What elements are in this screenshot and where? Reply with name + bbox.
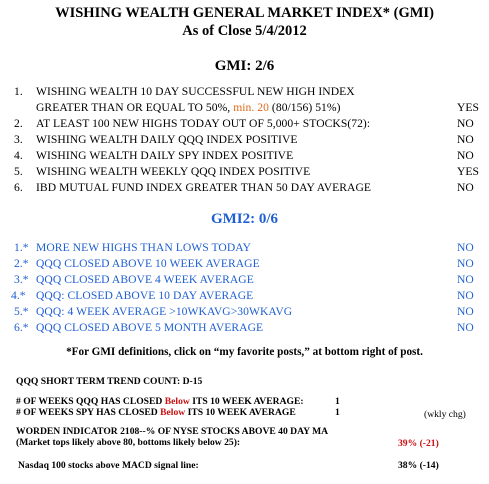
qqq-weeks-below-word: Below [164,396,190,407]
gmi-item-6-text: IBD MUTUAL FUND INDEX GREATER THAN 50 DAY AVERAGE [36,181,372,194]
gmi2-item-2-number: 2.* [14,257,29,270]
gmi2-item-4-text: QQQ: CLOSED ABOVE 10 DAY AVERAGE [36,289,254,302]
gmi-item-1-text-b: (80/156) 51%) [268,101,341,114]
gmi2-item-1-value: NO [457,241,474,254]
spy-weeks-value: 1 [335,407,340,418]
gmi-item-6-number: 6. [14,181,23,194]
gmi2-item-3-number: 3.* [14,273,29,286]
worden-indicator-note: (Market tops likely above 80, bottoms likely below 25): [16,437,241,448]
as-of-date: As of Close 5/4/2012 [182,23,307,39]
qqq-weeks-label-b: ITS 10 WEEK AVERAGE: [189,396,304,407]
gmi-item-5-number: 5. [14,165,23,178]
gmi-item-2-number: 2. [14,117,23,130]
gmi-item-1-text: WISHING WEALTH 10 DAY SUCCESSFUL NEW HIGH INDEX [36,85,355,98]
gmi-score: GMI: 2/6 [214,58,275,74]
nasdaq-macd-label: Nasdaq 100 stocks above MACD signal line: [18,460,199,471]
spy-weeks-label-b: ITS 10 WEEK AVERAGE [185,407,296,418]
gmi-item-3-value: NO [457,133,474,146]
gmi2-item-4-number: 4.* [11,289,26,302]
gmi2-score: GMI2: 0/6 [210,211,279,227]
spy-weeks-below [16,407,296,418]
gmi2-item-6-number: 6.* [14,321,29,334]
gmi-item-1-value: YES [457,101,480,114]
gmi2-item-5-text: QQQ: 4 WEEK AVERAGE >10WKAVG>30WKAVG [36,305,293,318]
qqq-weeks-label-a: # OF WEEKS QQQ HAS CLOSED [16,396,165,407]
gmi2-item-3-text: QQQ CLOSED ABOVE 4 WEEK AVERAGE [36,273,254,286]
gmi2-item-2-text: QQQ CLOSED ABOVE 10 WEEK AVERAGE [36,257,260,270]
worden-indicator-value: 39% (-21) [398,438,439,449]
qqq-weeks-value: 1 [335,396,340,407]
gmi-item-1-min: min. 20 [233,101,269,114]
trend-count: QQQ SHORT TERM TREND COUNT: D-15 [16,376,203,387]
gmi-item-5-text: WISHING WEALTH WEEKLY QQQ INDEX POSITIVE [36,165,311,178]
gmi-item-4-text: WISHING WEALTH DAILY SPY INDEX POSITIVE [36,149,294,162]
gmi2-item-6-value: NO [457,321,474,334]
gmi-item-6-value: NO [457,181,474,194]
gmi2-item-4-value: NO [457,289,474,302]
gmi-item-3-number: 3. [14,133,23,146]
gmi-item-4-value: NO [457,149,474,162]
nasdaq-macd-value: 38% (-14) [398,460,439,471]
gmi2-item-1-text: MORE NEW HIGHS THAN LOWS TODAY [36,241,252,254]
gmi-item-1-number: 1. [14,85,23,98]
gmi-item-1-text-a: GREATER THAN OR EQUAL TO 50%, [36,101,234,114]
gmi2-item-3-value: NO [457,273,474,286]
gmi2-item-5-value: NO [457,305,474,318]
definitions-note: *For GMI definitions, click on “my favorite posts,” at bottom right of post. [66,346,423,358]
worden-indicator-label: WORDEN INDICATOR 2108--% OF NYSE STOCKS ABOVE 40 DAY MA [16,426,329,437]
gmi-item-2-text: AT LEAST 100 NEW HIGHS TODAY OUT OF 5,000+ STOCKS(72): [36,117,371,130]
page-title: WISHING WEALTH GENERAL MARKET INDEX* (GMI) [55,5,434,21]
gmi2-item-1-number: 1.* [14,241,29,254]
gmi-item-5-value: YES [457,165,480,178]
spy-weeks-below-word: Below [160,407,186,418]
gmi-item-3-text: WISHING WEALTH DAILY QQQ INDEX POSITIVE [36,133,298,146]
weekly-change-label: (wkly chg) [424,409,466,420]
gmi2-item-2-value: NO [457,257,474,270]
gmi2-item-6-text: QQQ CLOSED ABOVE 5 MONTH AVERAGE [36,321,264,334]
gmi-item-4-number: 4. [14,149,23,162]
spy-weeks-label-a: # OF WEEKS SPY HAS CLOSED [16,407,161,418]
gmi2-item-5-number: 5.* [14,305,29,318]
qqq-weeks-below [16,396,304,407]
gmi-item-2-value: NO [457,117,474,130]
gmi-item-1-continued [36,101,341,114]
